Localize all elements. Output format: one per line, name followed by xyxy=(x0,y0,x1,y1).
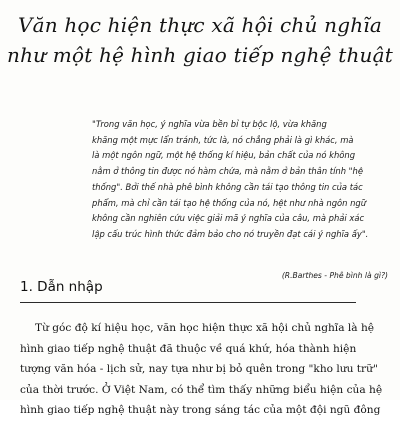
epigraph-quote xyxy=(92,117,388,243)
title-line-2: như một hệ hình giao tiếp nghệ thuật xyxy=(6,43,393,67)
quote-line: phẩm, mà chỉ cần tái tạo hệ thống của nó, hệt như nhà ngôn ngữ xyxy=(92,197,367,208)
quote-source: (R.Barthes - Phê bình là gì?) xyxy=(281,271,388,280)
quote-line: khăng một mực lẩn tránh, tức là, nó chẳng phải là gì khác, mà xyxy=(92,134,354,145)
section-divider xyxy=(20,302,356,303)
body-line: tượng văn hóa - lịch sử, nay tựa như bị bỏ quên trong "kho lưu trữ" xyxy=(20,363,378,376)
page-title xyxy=(0,10,400,70)
body-line: hình giao tiếp nghệ thuật này trong sáng tác của một đội ngũ đông xyxy=(20,404,381,417)
quote-line: thống". Bởi thế nhà phê bình không cần tái tạo thông tin của tác xyxy=(92,181,363,192)
title-line-1: Văn học hiện thực xã hội chủ nghĩa xyxy=(17,13,383,37)
body-line: của thời trước. Ở Việt Nam, có thể tìm thấy những biểu hiện của hệ xyxy=(20,383,383,396)
quote-line: không cần nghiên cứu việc giải mã ý nghĩa của câu, mà phải xác xyxy=(92,213,365,224)
body-line: Từ góc độ kí hiệu học, văn học hiện thực xã hội chủ nghĩa là hệ xyxy=(35,322,375,334)
body-paragraph xyxy=(20,318,383,421)
section-heading: 1. Dẫn nhập xyxy=(20,279,103,295)
body-line: hình giao tiếp nghệ thuật đã thuộc về quá khứ, hóa thành hiện xyxy=(20,342,357,355)
quote-line: là một ngôn ngữ, một hệ thống kí hiệu, bản chất của nó không xyxy=(92,150,356,161)
quote-line: lập cấu trúc hình thức đảm bảo cho nó truyền đạt cái ý nghĩa ấy". xyxy=(92,228,369,239)
quote-line: nằm ở thông tin được nó hàm chứa, mà nằm ở bản thân tính "hệ xyxy=(92,166,363,177)
quote-line: "Trong văn học, ý nghĩa vừa bền bỉ tự bộc lộ, vừa khăng xyxy=(92,119,327,129)
